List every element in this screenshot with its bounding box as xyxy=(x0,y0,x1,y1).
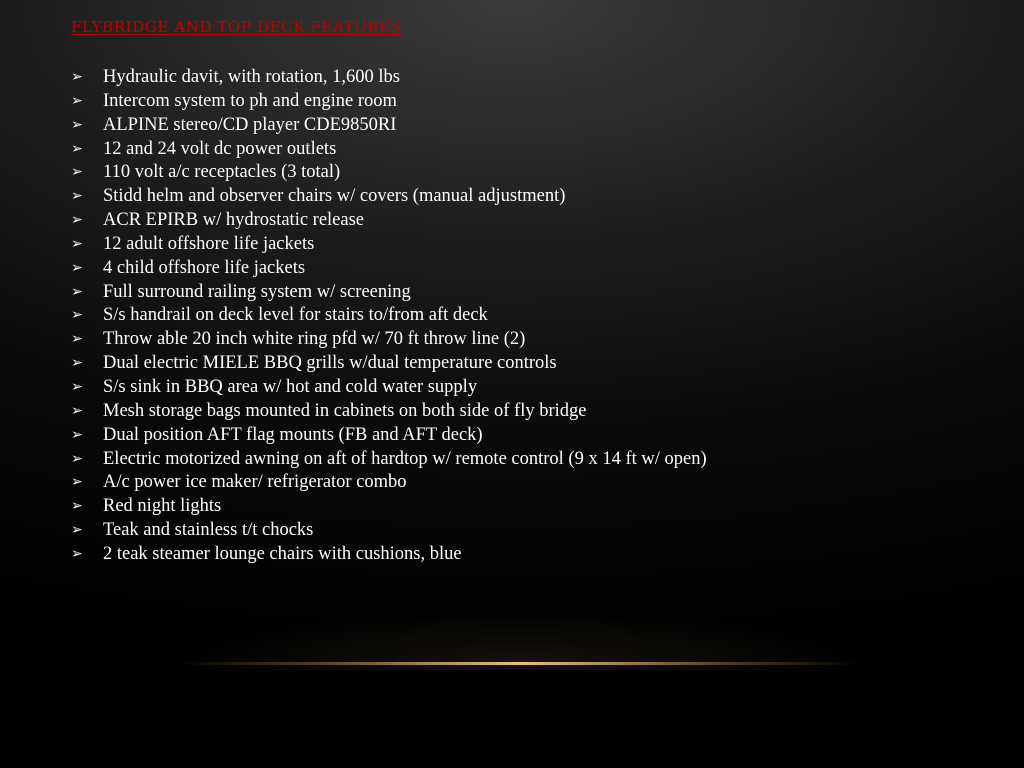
list-item xyxy=(71,519,707,543)
decorative-glow xyxy=(180,590,860,670)
list-item-text: Teak and stainless t/t chocks xyxy=(103,520,314,541)
list-item xyxy=(71,90,707,114)
list-item xyxy=(71,66,707,90)
list-item-text: ALPINE stereo/CD player CDE9850RI xyxy=(103,114,397,135)
arrowhead-bullet-icon: ➢ xyxy=(71,499,83,515)
list-item-text: S/s sink in BBQ area w/ hot and cold water supply xyxy=(103,376,478,397)
list-item-text: Throw able 20 inch white ring pfd w/ 70 ft throw line (2) xyxy=(103,329,526,350)
list-item xyxy=(71,328,707,352)
list-item-text: 2 teak steamer lounge chairs with cushions, blue xyxy=(103,543,462,564)
arrowhead-bullet-icon: ➢ xyxy=(71,236,83,252)
list-item xyxy=(71,352,707,376)
arrowhead-bullet-icon: ➢ xyxy=(71,451,83,467)
arrowhead-bullet-icon: ➢ xyxy=(71,141,83,157)
list-item xyxy=(71,495,707,519)
list-item-text: Dual electric MIELE BBQ grills w/dual temperature controls xyxy=(103,353,557,374)
list-item xyxy=(71,185,707,209)
list-item xyxy=(71,543,707,567)
list-item-text: Hydraulic davit, with rotation, 1,600 lbs xyxy=(103,67,400,87)
list-item xyxy=(71,114,707,138)
list-item-text: 110 volt a/c receptacles (3 total) xyxy=(103,162,341,183)
arrowhead-bullet-icon: ➢ xyxy=(71,403,83,419)
arrowhead-bullet-icon: ➢ xyxy=(71,546,83,562)
arrowhead-bullet-icon: ➢ xyxy=(71,117,83,133)
arrowhead-bullet-icon: ➢ xyxy=(71,189,83,205)
list-item xyxy=(71,471,707,495)
arrowhead-bullet-icon: ➢ xyxy=(71,284,83,300)
list-item xyxy=(71,376,707,400)
slide-title: FLYBRIDGE AND TOP DECK FEATURES xyxy=(71,18,402,36)
list-item-text: Dual position AFT flag mounts (FB and AFT deck) xyxy=(103,424,483,445)
list-item-text: 12 adult offshore life jackets xyxy=(103,233,315,254)
list-item-text: Mesh storage bags mounted in cabinets on both side of fly bridge xyxy=(103,400,587,421)
arrowhead-bullet-icon: ➢ xyxy=(71,260,83,276)
list-item-text: 4 child offshore life jackets xyxy=(103,257,306,278)
list-item xyxy=(71,209,707,233)
list-item xyxy=(71,233,707,257)
decorative-divider-line xyxy=(180,662,860,665)
arrowhead-bullet-icon: ➢ xyxy=(71,93,83,109)
list-item-text: S/s handrail on deck level for stairs to/from aft deck xyxy=(103,305,488,326)
list-item xyxy=(71,400,707,424)
list-item xyxy=(71,161,707,185)
arrowhead-bullet-icon: ➢ xyxy=(71,379,83,395)
list-item xyxy=(71,448,707,472)
arrowhead-bullet-icon: ➢ xyxy=(71,213,83,229)
arrowhead-bullet-icon: ➢ xyxy=(71,475,83,491)
list-item-text: Stidd helm and observer chairs w/ covers (manual adjustment) xyxy=(103,186,566,207)
list-item-text: Red night lights xyxy=(103,496,222,517)
arrowhead-bullet-icon: ➢ xyxy=(71,356,83,372)
list-item-text: 12 and 24 volt dc power outlets xyxy=(103,138,337,159)
arrowhead-bullet-icon: ➢ xyxy=(71,165,83,181)
list-item-text: Intercom system to ph and engine room xyxy=(103,90,397,111)
list-item xyxy=(71,424,707,448)
arrowhead-bullet-icon: ➢ xyxy=(71,70,83,85)
list-item xyxy=(71,304,707,328)
arrowhead-bullet-icon: ➢ xyxy=(71,523,83,539)
list-item xyxy=(71,257,707,281)
list-item-text: Full surround railing system w/ screening xyxy=(103,281,411,302)
feature-list xyxy=(71,66,707,567)
arrowhead-bullet-icon: ➢ xyxy=(71,332,83,348)
arrowhead-bullet-icon: ➢ xyxy=(71,427,83,443)
list-item-text: ACR EPIRB w/ hydrostatic release xyxy=(103,210,365,231)
arrowhead-bullet-icon: ➢ xyxy=(71,308,83,324)
list-item-text: Electric motorized awning on aft of hardtop w/ remote control (9 x 14 ft w/ open) xyxy=(103,448,707,469)
list-item xyxy=(71,138,707,162)
list-item-text: A/c power ice maker/ refrigerator combo xyxy=(103,472,407,493)
list-item xyxy=(71,281,707,305)
